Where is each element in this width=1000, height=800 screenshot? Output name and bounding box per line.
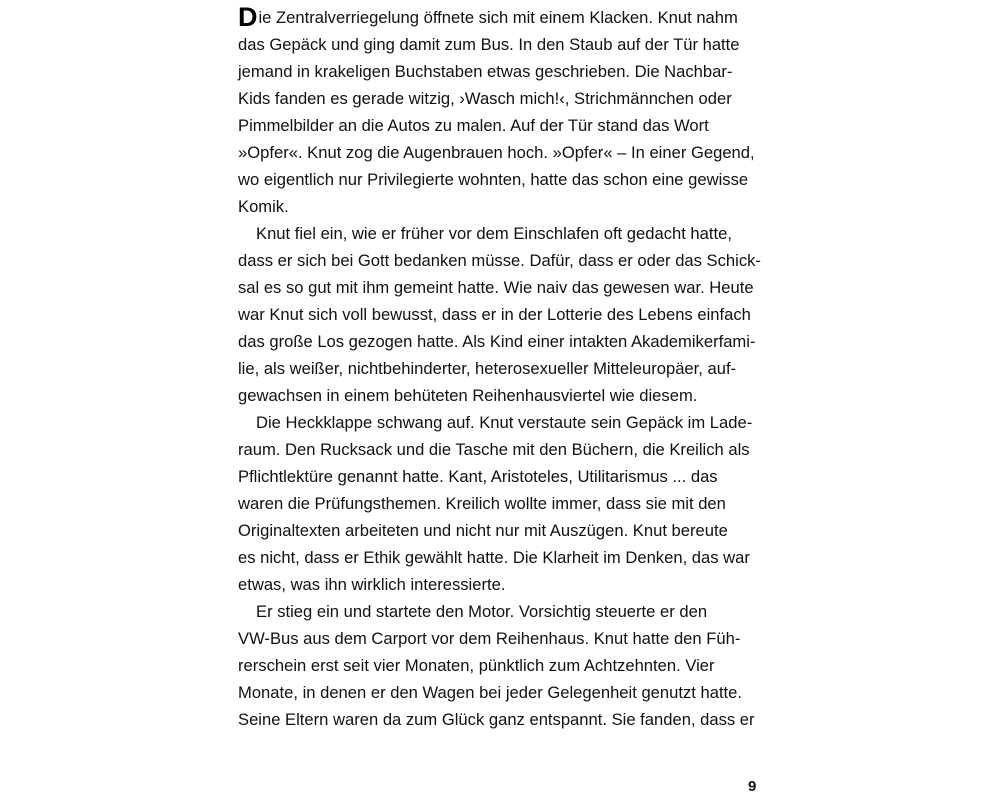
page-number: 9 [748,778,757,795]
text-line: Seine Eltern waren da zum Glück ganz entspannt. Sie fanden, dass er [238,710,755,729]
text-line [238,4,762,31]
text-line: etwas, was ihn wirklich interessierte. [238,575,506,594]
text-line: gewachsen in einem behüteten Reihenhausviertel wie diesem. [238,386,698,405]
text-line: das Gepäck und ging damit zum Bus. In den Staub auf der Tür hatte [238,35,740,54]
text-line: VW-Bus aus dem Carport vor dem Reihenhaus. Knut hatte den Füh- [238,629,741,648]
text-line: es nicht, dass er Ethik gewählt hatte. Die Klarheit im Denken, das war [238,548,750,567]
text-line: Pflichtlektüre genannt hatte. Kant, Aristoteles, Utilitarismus ... das [238,467,718,486]
drop-cap: D [238,2,258,32]
text-line: jemand in krakeligen Buchstaben etwas geschrieben. Die Nachbar- [238,62,733,81]
text-line: Pimmelbilder an die Autos zu malen. Auf der Tür stand das Wort [238,116,709,135]
text-line: rerschein erst seit vier Monaten, pünktlich zum Achtzehnten. Vier [238,656,715,675]
text-line: wo eigentlich nur Privilegierte wohnten, hatte das schon eine gewisse [238,170,749,189]
text-line: waren die Prüfungsthemen. Kreilich wollte immer, dass sie mit den [238,494,726,513]
text-line: Kids fanden es gerade witzig, ›Wasch mich!‹, Strichmännchen oder [238,89,732,108]
text-line: sal es so gut mit ihm gemeint hatte. Wie naiv das gewesen war. Heute [238,278,754,297]
text-line: Knut fiel ein, wie er früher vor dem Einschlafen oft gedacht hatte, [256,224,732,243]
text-line: dass er sich bei Gott bedanken müsse. Dafür, dass er oder das Schick- [238,251,761,270]
body-text [238,4,762,733]
text-line: Er stieg ein und startete den Motor. Vorsichtig steuerte er den [256,602,708,621]
text-line: raum. Den Rucksack und die Tasche mit den Büchern, die Kreilich als [238,440,750,459]
text-line: war Knut sich voll bewusst, dass er in der Lotterie des Lebens einfach [238,305,751,324]
text-line: »Opfer«. Knut zog die Augenbrauen hoch. »Opfer« – In einer Gegend, [238,143,755,162]
text-line: lie, als weißer, nichtbehinderter, heterosexueller Mitteleuropäer, auf- [238,359,737,378]
text-line: Monate, in denen er den Wagen bei jeder Gelegenheit genutzt hatte. [238,683,743,702]
text-line: Komik. [238,197,289,216]
text-line: das große Los gezogen hatte. Als Kind einer intakten Akademikerfami- [238,332,756,351]
text-line-content: ie Zentralverriegelung öffnete sich mit einem Klacken. Knut nahm [258,8,738,27]
text-line: Die Heckklappe schwang auf. Knut verstaute sein Gepäck im Lade- [256,413,753,432]
text-line: Originaltexten arbeiteten und nicht nur mit Auszügen. Knut bereute [238,521,728,540]
